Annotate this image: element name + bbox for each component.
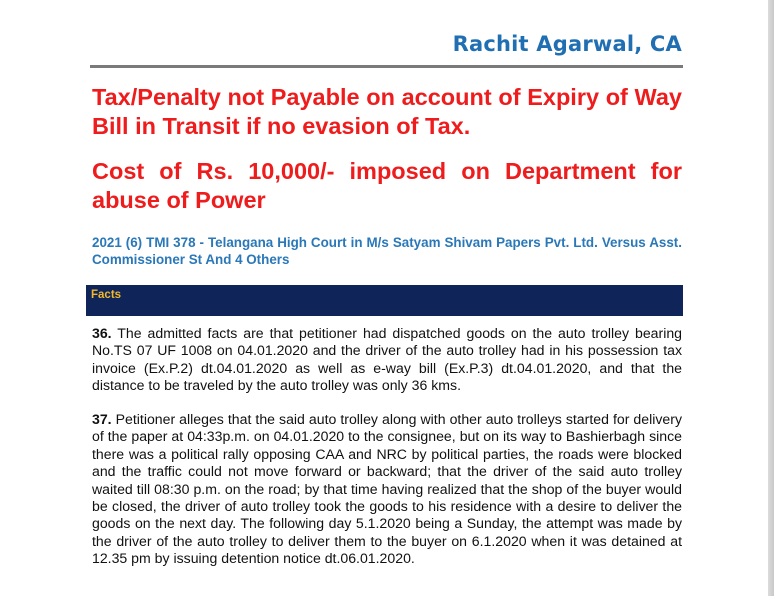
paragraph-text: The admitted facts are that petitioner had dispatched goods on the auto trolley bearing No.TS 07 UF 1008 on 04.01.2020 and the driver of the auto trolley had in his possession tax invoice (Ex.P.2) dt.04.01.2020 as well as e-way bill (Ex.P.3) dt.04.01.2020, and that the distance to be traveled by the auto trolley was only 36 kms. [92,325,682,394]
paragraph-36 [92,325,682,395]
paragraph-number: 37. [92,411,112,427]
case-citation: 2021 (6) TMI 378 - Telangana High Court in M/s Satyam Shivam Papers Pvt. Ltd. Versus Asst. Commissioner St And 4 Others [92,235,682,267]
section-header-bar [86,285,683,316]
headline-primary: Tax/Penalty not Payable on account of Expiry of Way Bill in Transit if no evasion of Tax. [92,84,682,139]
section-label: Facts [91,289,122,301]
paragraph-number: 36. [92,325,112,341]
author-name: Rachit Agarwal, CA [452,32,682,56]
headline-secondary: Cost of Rs. 10,000/- imposed on Department for abuse of Power [92,158,682,213]
viewer-scroll-edge [768,0,774,596]
header-rule [90,65,683,68]
paragraph-37 [92,411,682,568]
paragraph-text: Petitioner alleges that the said auto trolley along with other auto trolleys started for delivery of the paper at 04:33p.m. on 04.01.2020 to the consignee, but on its way to Bashierbagh since there was a political rally opposing CAA and NRC by political parties, the roads were blocked and the traffic could not move forward or backward; that the driver of the said auto trolley waited till 08:30 p.m. on the road; by that time having realized that the shop of the buyer would be closed, the driver of auto trolley took the goods to his residence with a desire to deliver the goods on the next day. The following day 5.1.2020 being a Sunday, the attempt was made by the driver of the auto trolley to deliver them to the buyer on 6.1.2020 when it was detained at 12.35 pm by issuing detention notice dt.06.01.2020. [92,411,682,567]
